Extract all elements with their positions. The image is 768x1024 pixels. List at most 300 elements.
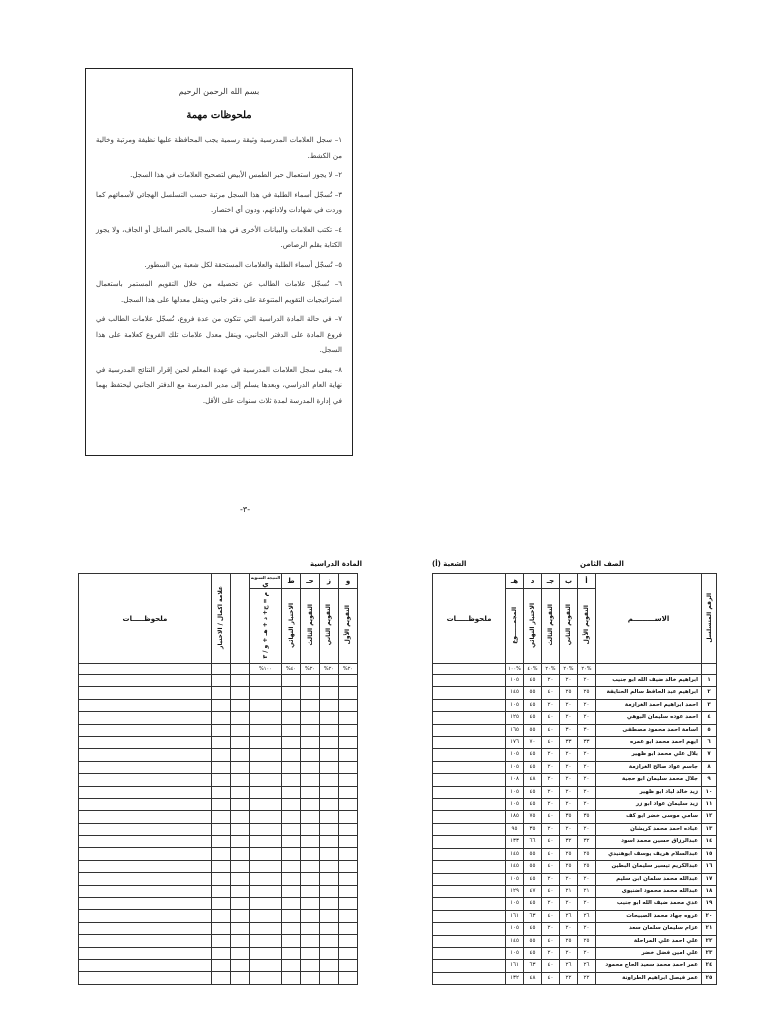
- blank-cell: [211, 687, 230, 699]
- blank-cell: [211, 761, 230, 773]
- table-row: [433, 675, 717, 687]
- remarks-cell: [433, 960, 506, 972]
- blank-cell: [320, 823, 339, 835]
- grade-cell: ١٤٥: [506, 861, 524, 873]
- grade-cell: ٢٠: [578, 761, 596, 773]
- table-row: [433, 774, 717, 786]
- col-letter: هـ: [506, 574, 524, 589]
- blank-cell: [282, 761, 301, 773]
- grade-cell: ١٠٥: [506, 786, 524, 798]
- blank-cell: [320, 836, 339, 848]
- remarks-cell: [433, 675, 506, 687]
- blank-cell: [79, 712, 212, 724]
- blank-cell: [249, 898, 281, 910]
- blank-cell: [249, 749, 281, 761]
- grade-cell: ٢٠: [560, 749, 578, 761]
- table-row: [79, 885, 358, 897]
- blank-cell: [211, 885, 230, 897]
- col-header-text: الاختبار النهائي: [529, 602, 536, 648]
- extra-header-text: علامة اكمال / الاختبار: [217, 586, 225, 649]
- remarks-cell: [433, 774, 506, 786]
- table-row: [79, 761, 358, 773]
- blank-cell: [301, 675, 320, 687]
- grade-cell: ٧٠: [524, 737, 542, 749]
- notes-list: [96, 133, 342, 409]
- blank-cell: [211, 811, 230, 823]
- grade-cell: ١٠٥: [506, 799, 524, 811]
- blank-cell: [320, 699, 339, 711]
- col-letter-text: حـ: [306, 577, 314, 585]
- grade-cell: ٥٥: [524, 687, 542, 699]
- grade-cell: ١٤٥: [506, 935, 524, 947]
- blank-cell: [301, 798, 320, 810]
- blank-cell: [230, 675, 249, 687]
- grade-cell: ٢٠: [542, 947, 560, 959]
- student-name: اسامة احمد محمود مصطفى: [596, 724, 702, 736]
- blank-cell: [249, 885, 281, 897]
- blank-cell: [249, 724, 281, 736]
- blank-cell: [301, 836, 320, 848]
- grade-cell: ١٣٣: [506, 836, 524, 848]
- blank-cell: [320, 860, 339, 872]
- remarks-cell: [433, 749, 506, 761]
- table-row: [79, 959, 358, 971]
- grade-cell: ١٠٥: [506, 761, 524, 773]
- grade-cell: ١٤٥: [506, 848, 524, 860]
- blank-cell: [320, 935, 339, 947]
- blank-cell: [301, 736, 320, 748]
- blank-cell: [230, 749, 249, 761]
- grade-cell: ٢٠: [542, 699, 560, 711]
- grade-cell: ٤٨: [524, 774, 542, 786]
- blank-cell: [211, 860, 230, 872]
- student-name: علي احمد علي المراحلة: [596, 935, 702, 947]
- grade-cell: ١٣٢: [506, 972, 524, 984]
- blank-cell: [301, 724, 320, 736]
- table-row: [79, 848, 358, 860]
- pct-blank: [702, 664, 717, 675]
- blank-cell: [338, 823, 357, 835]
- blank-cell: [338, 972, 357, 984]
- grade-cell: ٢٠: [560, 823, 578, 835]
- blank-cell: [230, 712, 249, 724]
- note-item: ٧– في حالة المادة الدراسية التي تتكون من عدة فروع، تُسجّل علامات الطالب في فروع المادة على الدفتر الجانبي، وينقل معدل علامات تلك الفروع كعلامة على هذا السجل.: [96, 315, 342, 354]
- table-row: [433, 749, 717, 761]
- grade-cell: ٢٠: [542, 786, 560, 798]
- table-row: [79, 786, 358, 798]
- col-header-text: التقويم الثاني: [565, 604, 572, 646]
- y-note: النتيجة السنوية: [250, 574, 281, 580]
- blank-cell: [338, 761, 357, 773]
- blank-cell: [338, 786, 357, 798]
- grade-cell: ٤٥: [524, 712, 542, 724]
- remarks-header: ملحوظـــــات: [433, 574, 506, 664]
- blank-cell: [211, 959, 230, 971]
- blank-cell: [230, 898, 249, 910]
- grade-cell: ١٠٥: [506, 923, 524, 935]
- blank-cell: [282, 823, 301, 835]
- remarks-cell: [433, 799, 506, 811]
- grade-cell: ٤٧: [524, 885, 542, 897]
- blank-cell: [249, 786, 281, 798]
- grade-cell: ٤٥: [524, 873, 542, 885]
- blank-cell: [320, 898, 339, 910]
- remarks-cell: [433, 873, 506, 885]
- grade-cell: ٢٠: [542, 823, 560, 835]
- grade-cell: ٧٥: [524, 811, 542, 823]
- serial-cell: ١٠: [702, 786, 717, 798]
- col-header-text: التقويم الثاني: [325, 604, 333, 646]
- col-letter: [282, 574, 301, 589]
- blank-cell: [211, 675, 230, 687]
- blank-cell: [301, 811, 320, 823]
- blank-cell: [249, 761, 281, 773]
- remarks-cell: [433, 786, 506, 798]
- grade-cell: ٣٥: [524, 823, 542, 835]
- grade-cell: ٢٥: [560, 848, 578, 860]
- col-letter-text: و: [345, 577, 351, 585]
- blank-cell: [282, 774, 301, 786]
- student-name: جاسم عواد صالح الغرازمة: [596, 761, 702, 773]
- note-item: ٥– تُسجّل أسماء الطلبة والعلامات المستحقة لكل شعبة بين السطور.: [144, 260, 342, 269]
- blank-cell: [79, 836, 212, 848]
- blank-cell: [301, 910, 320, 922]
- grade-cell: ٤٠: [542, 737, 560, 749]
- blank-cell: [301, 687, 320, 699]
- grade-cell: ٢٦: [578, 910, 596, 922]
- grade-cell: ٢٠: [560, 699, 578, 711]
- grade-cell: ٢٠: [542, 923, 560, 935]
- blank-cell: [249, 922, 281, 934]
- remarks-header: ملحوظـــــات: [79, 574, 212, 664]
- blank-cell: [282, 860, 301, 872]
- student-name: عبدالسلام هريف يوسف ابوهنيدي: [596, 848, 702, 860]
- serial-cell: ١٩: [702, 898, 717, 910]
- serial-cell: ١: [702, 675, 717, 687]
- grade-cell: ١٦١: [506, 910, 524, 922]
- blank-cell: [249, 798, 281, 810]
- grade-cell: ٢٥: [578, 687, 596, 699]
- col-header: [320, 589, 339, 664]
- blank-cell: [211, 935, 230, 947]
- pct-blank: [596, 664, 702, 675]
- serial-cell: ١٧: [702, 873, 717, 885]
- serial-cell: ٢١: [702, 923, 717, 935]
- blank-cell: [79, 873, 212, 885]
- grade-cell: ٢٠: [578, 699, 596, 711]
- grade-cell: ٢١: [560, 885, 578, 897]
- remarks-cell: [433, 712, 506, 724]
- blank-cell: [230, 798, 249, 810]
- col-header-text: التقويم الثالث: [547, 604, 554, 646]
- remarks-cell: [433, 861, 506, 873]
- table-row: [79, 687, 358, 699]
- blank-cell: [338, 774, 357, 786]
- grade-cell: ٢٦: [560, 910, 578, 922]
- grade-cell: ٦٣: [524, 960, 542, 972]
- blank-cell: [282, 959, 301, 971]
- grade-cell: ٣٣: [578, 737, 596, 749]
- blank-cell: [338, 699, 357, 711]
- pct-cell: %٤٠: [524, 664, 542, 675]
- blank-cell: [301, 972, 320, 984]
- pct-cell: %٢٠: [542, 664, 560, 675]
- grade-cell: ٢٥: [560, 935, 578, 947]
- pct-cell: %٢٠: [578, 664, 596, 675]
- blank-cell: [320, 749, 339, 761]
- blank-cell: [320, 811, 339, 823]
- blank-cell: [249, 935, 281, 947]
- blank-cell: [282, 972, 301, 984]
- table-row: [79, 712, 358, 724]
- pct-cell: %١٠٠: [506, 664, 524, 675]
- blank-cell: [320, 712, 339, 724]
- blank-cell: [79, 736, 212, 748]
- grade-cell: ٢٠: [542, 898, 560, 910]
- blank-cell: [338, 712, 357, 724]
- remarks-cell: [433, 848, 506, 860]
- col-header-text: م = ج+ د + هـ + و / ٣: [261, 591, 269, 659]
- col-header: [542, 589, 560, 664]
- grade-cell: ٢٠: [560, 898, 578, 910]
- grade-cell: ٥٥: [524, 861, 542, 873]
- table-row: [79, 947, 358, 959]
- serial-cell: ١٣: [702, 823, 717, 835]
- blank-cell: [230, 761, 249, 773]
- blank-cell: [282, 712, 301, 724]
- col-letter: د: [524, 574, 542, 589]
- blank-cell: [301, 959, 320, 971]
- grade-cell: ٤٥: [524, 923, 542, 935]
- grade-cell: ٢٥: [578, 935, 596, 947]
- blank-cell: [282, 798, 301, 810]
- blank-cell: [211, 836, 230, 848]
- table-row: [79, 675, 358, 687]
- col-header: [560, 589, 578, 664]
- page-number: -٣-: [240, 505, 251, 514]
- table-row: [79, 922, 358, 934]
- blank-cell: [211, 712, 230, 724]
- remarks-cell: [433, 823, 506, 835]
- student-name: علي امين فضل خضر: [596, 947, 702, 959]
- percent-row: [79, 664, 358, 675]
- blank-cell: [320, 910, 339, 922]
- blank-cell: [282, 699, 301, 711]
- remarks-cell: [433, 811, 506, 823]
- grade-cell: ١٦١: [506, 960, 524, 972]
- student-name: زيد خالد لباد ابو ظهير: [596, 786, 702, 798]
- section-label: الشعبة (أ): [432, 560, 467, 568]
- grade-cell: ٢٠: [578, 712, 596, 724]
- bismillah: بسم الله الرحمن الرحيم: [178, 87, 260, 96]
- grade-cell: ٢٠: [578, 873, 596, 885]
- student-name: ابراهيم خالد ضيف الله ابو جنيب: [596, 675, 702, 687]
- student-name: عمر احمد محمد سعيد الحاج محمود: [596, 960, 702, 972]
- note-item: ١– سجل العلامات المدرسية وثيقة رسمية يجب المحافظة عليها نظيفة ومرتبة وخالية من الكشط.: [96, 136, 342, 160]
- blank-cell: [301, 774, 320, 786]
- table-row: [79, 749, 358, 761]
- serial-header: [702, 574, 717, 664]
- serial-cell: ٢٥: [702, 972, 717, 984]
- grade-cell: ٤٥: [524, 761, 542, 773]
- grade-cell: ٢٠: [578, 675, 596, 687]
- table-row: [433, 935, 717, 947]
- blank-cell: [301, 848, 320, 860]
- blank-cell: [320, 873, 339, 885]
- grade-cell: ٢٢: [578, 972, 596, 984]
- blank-cell: [301, 935, 320, 947]
- table-row: [79, 774, 358, 786]
- blank-cell: [79, 749, 212, 761]
- grade-cell: ٢٥: [578, 848, 596, 860]
- blank-cell: [338, 873, 357, 885]
- col-header: [338, 589, 357, 664]
- blank-cell: [282, 736, 301, 748]
- grade-cell: ٣٣: [560, 737, 578, 749]
- grade-cell: ٢٠: [560, 675, 578, 687]
- table-row: [79, 898, 358, 910]
- blank-cell: [249, 823, 281, 835]
- student-name: عدي محمد ضيف الله ابو جنيب: [596, 898, 702, 910]
- blank-cell: [79, 798, 212, 810]
- blank-cell: [79, 935, 212, 947]
- grade-cell: ٢٠: [578, 947, 596, 959]
- grade-cell: ٣٥: [578, 811, 596, 823]
- grade-cell: ٢٠: [560, 947, 578, 959]
- grade-cell: ٦٣: [524, 910, 542, 922]
- table-row: [79, 860, 358, 872]
- blank-cell: [320, 687, 339, 699]
- serial-cell: ٨: [702, 761, 717, 773]
- blank-cell: [249, 972, 281, 984]
- grade-cell: ٢٠: [560, 923, 578, 935]
- remarks-cell: [433, 935, 506, 947]
- grade-cell: ٢٠: [560, 786, 578, 798]
- blank-cell: [320, 947, 339, 959]
- pct-cell: %٢٠: [338, 664, 357, 675]
- blank-cell: [211, 774, 230, 786]
- remarks-cell: [433, 972, 506, 984]
- student-name: احمد عوده سليمان البوهي: [596, 712, 702, 724]
- note-item: ٨– يبقى سجل العلامات المدرسية في عهدة المعلم لحين إقرار النتائج المدرسية في نهاية العام الدراسي، وبعدها يسلم إلى مدير المدرسة مع الدفتر الجانبي ليحتفظ بهما في إدارة المدرسة لمدة ثلاث سنوات على الأقل.: [96, 365, 342, 405]
- grade-cell: ٤٠: [542, 972, 560, 984]
- serial-header-text: الرقم المتسلسل: [705, 592, 713, 643]
- grade-cell: ١٢٥: [506, 712, 524, 724]
- grade-cell: ١٤٥: [506, 687, 524, 699]
- student-name: بلال علي محمد ابو ظهير: [596, 749, 702, 761]
- grade-cell: ٤٠: [542, 935, 560, 947]
- col-header: [578, 589, 596, 664]
- blank-cell: [320, 922, 339, 934]
- col-header: [506, 589, 524, 664]
- blank-cell: [301, 885, 320, 897]
- blank-cell: [320, 786, 339, 798]
- serial-cell: ١٢: [702, 811, 717, 823]
- grade-cell: ٤٠: [542, 836, 560, 848]
- grade-cell: ٣٥: [560, 811, 578, 823]
- col-header: [282, 589, 301, 664]
- blank-cell: [79, 699, 212, 711]
- grade-cell: ١٠٥: [506, 675, 524, 687]
- student-name: جلال محمد سليمان ابو حجية: [596, 774, 702, 786]
- grade-cell: ٢٠: [542, 873, 560, 885]
- grade-cell: ٢٠: [578, 923, 596, 935]
- blank-cell: [230, 873, 249, 885]
- student-name: عبدالرزاق حسين محمد اسود: [596, 836, 702, 848]
- blank-cell: [79, 823, 212, 835]
- grade-cell: ٣٢: [578, 836, 596, 848]
- blank-cell: [249, 687, 281, 699]
- blank-cell: [338, 910, 357, 922]
- student-name: عمر فيصل ابراهيم الطراونة: [596, 972, 702, 984]
- grade-cell: ٢٠: [578, 823, 596, 835]
- blank-cell: [211, 724, 230, 736]
- percent-row: [433, 664, 717, 675]
- blank-cell: [282, 786, 301, 798]
- grade-cell: ٢٠: [542, 749, 560, 761]
- extra-header: [211, 574, 230, 664]
- blank-cell: [249, 699, 281, 711]
- blank-cell: [230, 860, 249, 872]
- blank-cell: [338, 836, 357, 848]
- table-row: [433, 947, 717, 959]
- note-item: ٢– لا يجوز استعمال حبر الطمس الأبيض لتصحيح العلامات في هذا السجل.: [130, 171, 342, 179]
- blank-cell: [249, 774, 281, 786]
- grade-cell: ١٠٥: [506, 898, 524, 910]
- grade-cell: ٢٠: [542, 774, 560, 786]
- col-letter: [338, 574, 357, 589]
- blank-cell: [320, 972, 339, 984]
- blank-cell: [338, 736, 357, 748]
- blank-cell: [211, 798, 230, 810]
- header-row-letters: [79, 574, 358, 589]
- blank-cell: [338, 687, 357, 699]
- table-row: [79, 724, 358, 736]
- blank-cell: [249, 811, 281, 823]
- blank-cell: [282, 687, 301, 699]
- grade-cell: ٢٠: [560, 873, 578, 885]
- col-letter-text: ي: [262, 579, 269, 588]
- blank-cell: [282, 935, 301, 947]
- header-row-letters: [433, 574, 717, 589]
- pct-cell: %٢٠: [301, 664, 320, 675]
- blank-cell: [230, 935, 249, 947]
- blank-cell: [211, 699, 230, 711]
- blank-cell: [338, 860, 357, 872]
- blank-cell: [230, 885, 249, 897]
- blank-cell: [282, 922, 301, 934]
- remarks-cell: [433, 761, 506, 773]
- col-header-text: الاختبار النهائي: [287, 602, 295, 648]
- grade-cell: ٢٠: [542, 799, 560, 811]
- blank-cell: [79, 675, 212, 687]
- blank-cell: [230, 774, 249, 786]
- blank-cell: [282, 947, 301, 959]
- student-name: عزام سليمان سلمان سعد: [596, 923, 702, 935]
- student-name: زيد سليمان عواد ابو زر: [596, 799, 702, 811]
- pct-blank: [230, 664, 249, 675]
- grade-cell: ٤٠: [542, 724, 560, 736]
- table-row: [433, 737, 717, 749]
- table-row: [433, 724, 717, 736]
- pct-blank: [433, 664, 506, 675]
- pct-cell: %١٠٠: [249, 664, 281, 675]
- grade-cell: ٢٠: [578, 749, 596, 761]
- col-letter: [320, 574, 339, 589]
- table-row: [433, 861, 717, 873]
- blank-cell: [79, 761, 212, 773]
- grade-cell: ٢٠: [578, 774, 596, 786]
